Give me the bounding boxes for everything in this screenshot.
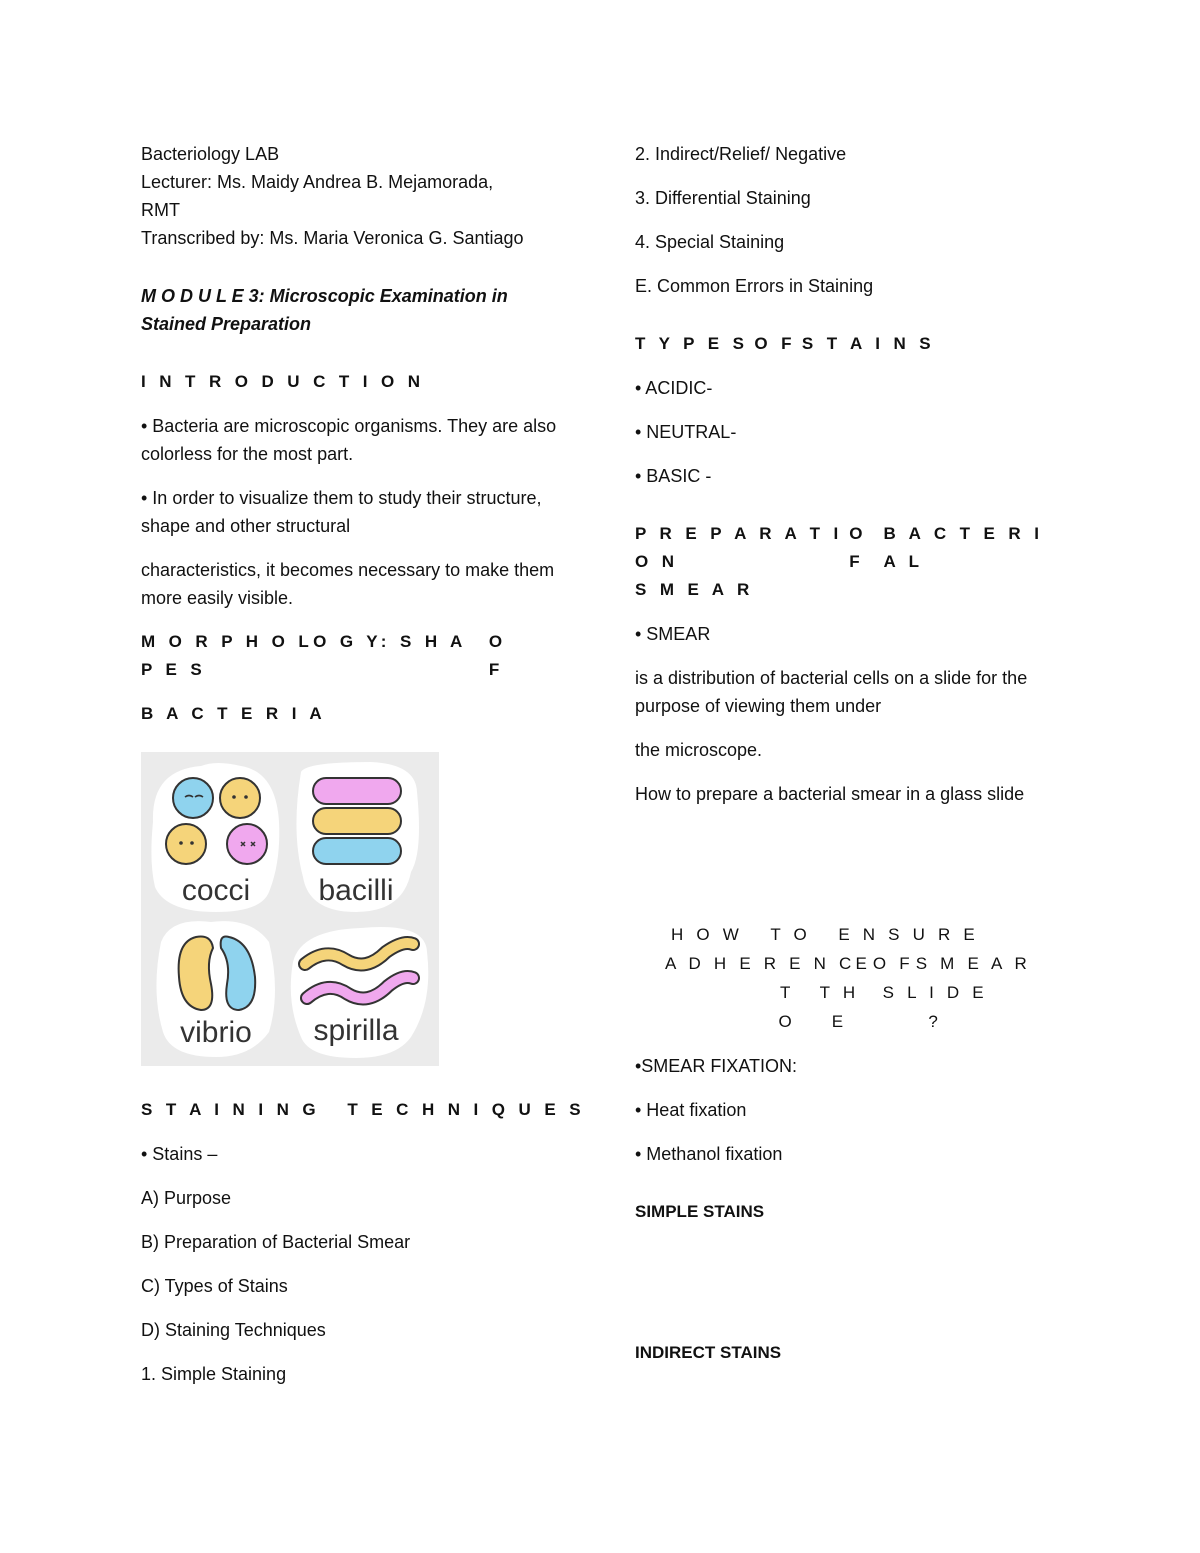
types-of-stains-heading — [635, 330, 935, 358]
staining-techniques-heading: S T A I N I N G T E C H N I Q U E S — [141, 1100, 585, 1119]
vibrio-sticker — [156, 921, 275, 1057]
types-heading-word3: S T A I N S — [801, 334, 935, 353]
list-item-differential: 3. Differential Staining — [635, 188, 811, 208]
adherence-line2 — [665, 949, 1031, 978]
staining-item-stains: • Stains – — [141, 1144, 218, 1164]
staining-item-techniques: D) Staining Techniques — [141, 1320, 326, 1340]
smear-heading-line2: S M E A R — [635, 580, 754, 599]
lecturer-line: Lecturer: Ms. Maidy Andrea B. Mejamorada, — [141, 172, 494, 192]
staining-item-types: C) Types of Stains — [141, 1276, 288, 1296]
intro-paragraph-1: • Bacteria are microscopic organisms. They are also colorless for the most part. — [141, 416, 562, 464]
adherence-line1-word1: H O W — [671, 925, 743, 944]
morphology-heading-part3: B A C T E R I A — [141, 704, 326, 723]
smear-definition: is a distribution of bacterial cells on a slide for the purpose of viewing them under — [635, 668, 1033, 716]
module-title-line1: M O D U L E 3: Microscopic Examination in — [141, 286, 508, 306]
adherence-heading — [635, 920, 1055, 1036]
list-item-indirect: 2. Indirect/Relief/ Negative — [635, 144, 847, 164]
adherence-line3-word1: T O — [778, 983, 796, 1031]
adherence-line2-word2: O F — [872, 954, 914, 973]
module-title — [141, 282, 571, 338]
list-item-special: 4. Special Staining — [635, 232, 785, 252]
spirilla-label: spirilla — [313, 1014, 399, 1047]
stain-type-acidic: • ACIDIC- — [635, 378, 713, 398]
bacilli-sticker — [296, 762, 419, 912]
adherence-line3 — [767, 978, 999, 1036]
bacteria-shapes-figure — [141, 752, 439, 1066]
transcriber-line: Transcribed by: Ms. Maria Veronica G. Santiago — [141, 228, 524, 248]
vibrio-label: vibrio — [180, 1016, 252, 1049]
simple-stains-heading: SIMPLE STAINS — [635, 1202, 765, 1221]
cocci-label: cocci — [181, 874, 251, 907]
smear-heading-word3: B A C T E R I A L — [883, 524, 1044, 571]
morphology-heading-part1: M O R P H O LO G Y: S H A P E S — [141, 632, 467, 679]
list-item-common-errors: E. Common Errors in Staining — [635, 276, 874, 296]
smear-fixation: •SMEAR FIXATION: — [635, 1056, 797, 1076]
adherence-line2-word1: A D H E R E N CE — [665, 954, 872, 973]
course-title: Bacteriology LAB — [141, 144, 280, 164]
types-heading-word1: T Y P E S — [635, 334, 749, 353]
smear-definition-cont: the microscope. — [635, 740, 763, 760]
smear-heading — [635, 520, 1055, 576]
stain-type-neutral: • NEUTRAL- — [635, 422, 737, 442]
morphology-heading — [141, 628, 525, 684]
module-title-line2: Stained Preparation — [141, 314, 312, 334]
adherence-line1-word3: E N S U R E — [838, 925, 979, 944]
stain-type-basic: • BASIC - — [635, 466, 712, 486]
spirilla-sticker — [291, 927, 429, 1058]
intro-paragraph-2: • In order to visualize them to study their structure, shape and other structural — [141, 488, 547, 536]
staining-item-purpose: A) Purpose — [141, 1188, 232, 1208]
indirect-stains-heading: INDIRECT STAINS — [635, 1343, 782, 1362]
cocci-sticker — [151, 763, 279, 912]
heat-fixation: • Heat fixation — [635, 1100, 747, 1120]
lecturer-credential: RMT — [141, 200, 180, 220]
adherence-line3-word3: S L I D E ? — [882, 983, 988, 1031]
staining-item-preparation: B) Preparation of Bacterial Smear — [141, 1232, 411, 1252]
types-heading-word2: O F — [754, 334, 796, 353]
adherence-line2-word3: S M E A R — [915, 954, 1031, 973]
bacteria-shapes-illustration — [141, 752, 439, 1066]
smear-how-to: How to prepare a bacterial smear in a glass slide — [635, 784, 1025, 804]
methanol-fixation: • Methanol fixation — [635, 1144, 783, 1164]
left-column — [141, 140, 585, 1388]
intro-paragraph-3: characteristics, it becomes necessary to make them more easily visible. — [141, 560, 560, 608]
adherence-line1 — [671, 920, 979, 949]
right-column — [635, 140, 1065, 1367]
adherence-line3-word2: T H E — [819, 983, 860, 1031]
smear-heading-word1: P R E P A R A T I O N — [635, 524, 843, 571]
smear-heading-word2: O F — [849, 524, 867, 571]
smear-bullet: • SMEAR — [635, 624, 711, 644]
bacilli-label: bacilli — [318, 874, 394, 907]
introduction-heading: I N T R O D U C T I O N — [141, 372, 425, 391]
staining-item-simple: 1. Simple Staining — [141, 1364, 287, 1384]
adherence-line1-word2: T O — [770, 925, 811, 944]
morphology-heading-part2: O F — [488, 632, 507, 679]
